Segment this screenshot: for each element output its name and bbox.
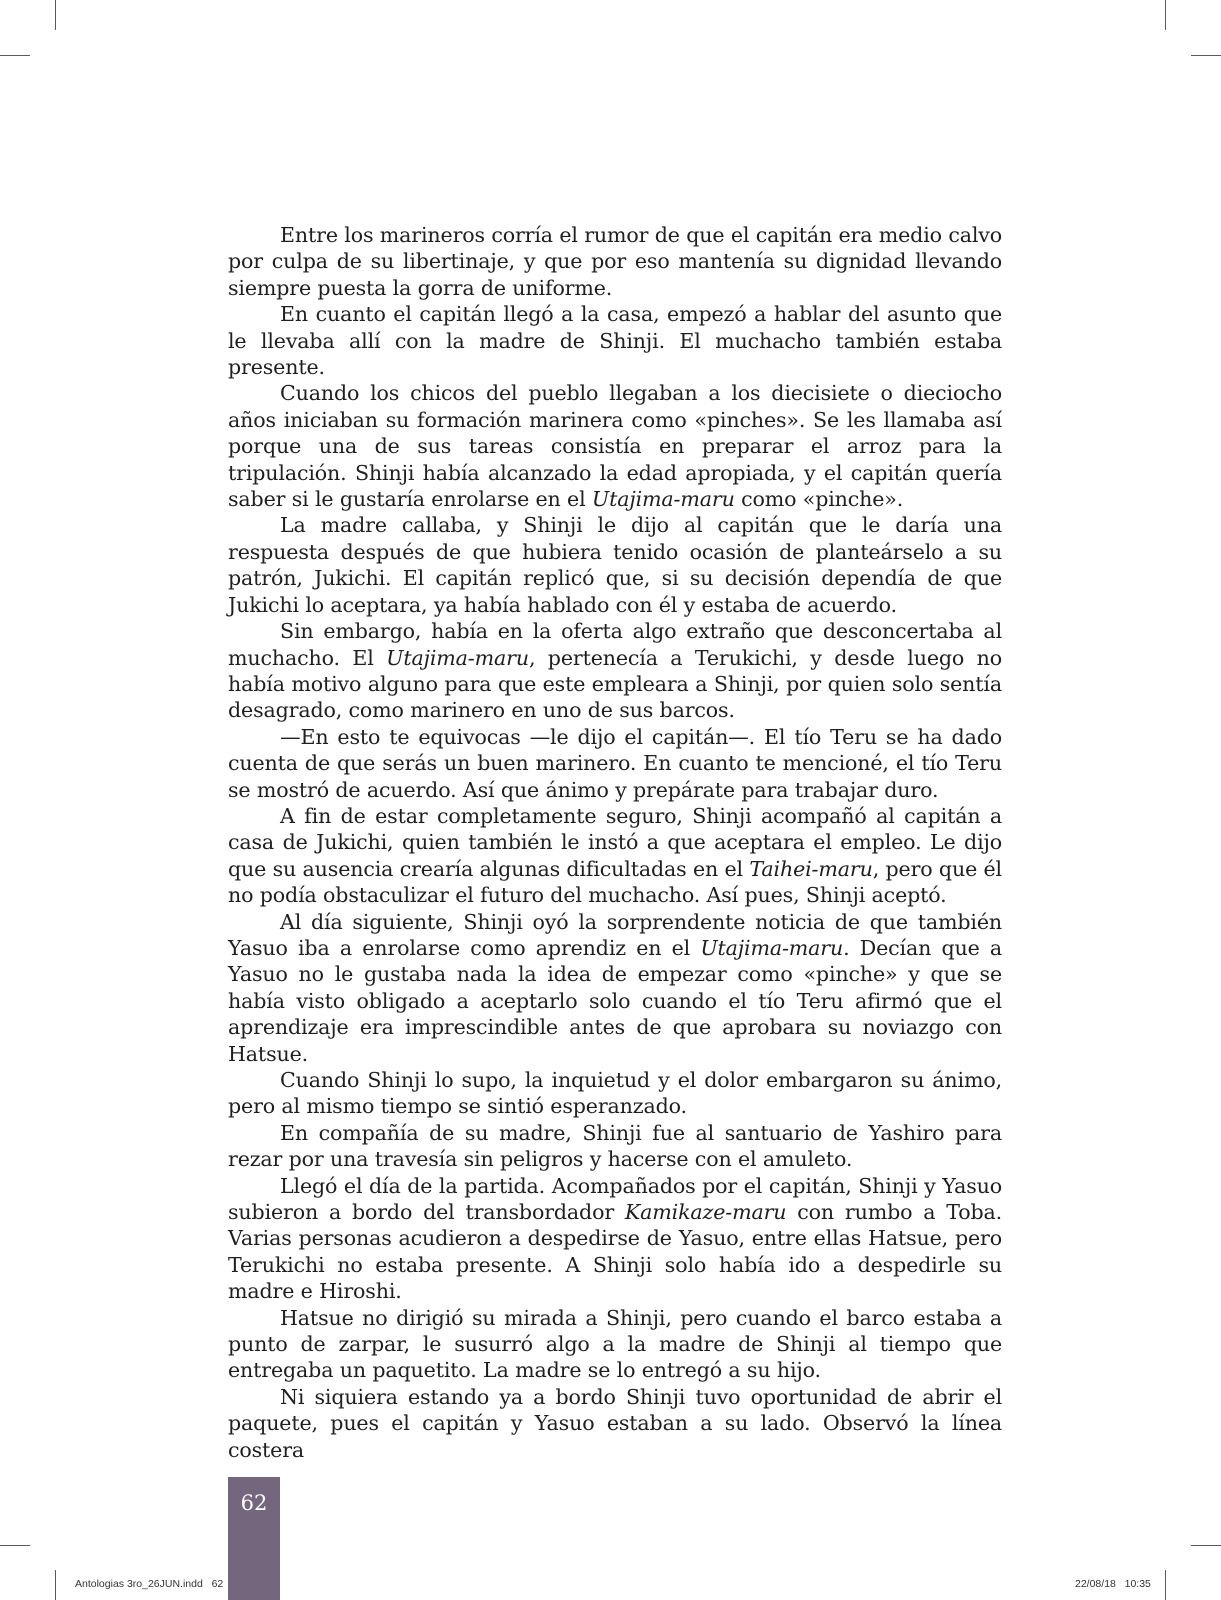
paragraph xyxy=(228,512,1002,618)
text-run: Hatsue no dirigió su mirada a Shinji, pero cuando el barco estaba a punto de zarpar, le susurró algo a la madre de Shinji al tiempo que entregaba un paquetito. La madre se lo entregó a su hijo. xyxy=(228,1305,1002,1383)
crop-mark-top-right xyxy=(1165,0,1166,30)
crop-mark-bottom-left-horizontal xyxy=(0,1545,30,1546)
italic-text: Utajima-maru xyxy=(591,487,735,512)
paragraph xyxy=(228,1067,1002,1120)
text-run: Sin embargo, había en la oferta algo extraño que desconcertaba al muchacho. El xyxy=(228,619,1002,670)
italic-text: Utajima-maru xyxy=(386,645,529,670)
paragraph xyxy=(228,1305,1002,1384)
text-run: Ni siquiera estando ya a bordo Shinji tuvo oportunidad de abrir el paquete, pues el capitán y Yasuo estaban a su lado. Observó la línea costera xyxy=(228,1384,1002,1462)
text-run: Al día siguiente, Shinji oyó la sorprendente noticia de que también Yasuo iba a enrolarse como aprendiz en el xyxy=(228,909,1002,960)
crop-mark-top-left xyxy=(55,0,56,30)
text-run: con rumbo a Toba. Varias personas acudieron a despedirse de Yasuo, entre ellas Hatsue, pero Terukichi no estaba presente. A Shinji solo había ido a despedirle su madre e Hiroshi. xyxy=(228,1200,1002,1304)
text-run: Cuando Shinji lo supo, la inquietud y el dolor embargaron su ánimo, pero al mismo tiempo se sintió esperanzado. xyxy=(228,1068,1002,1119)
text-run: A fin de estar completamente seguro, Shinji acompañó al capitán a casa de Jukichi, quien también le instó a que aceptara el empleo. Le dijo que su ausencia crearía algunas dificultadas en el xyxy=(228,803,1002,881)
text-run: La madre callaba, y Shinji le dijo al capitán que le daría una respuesta después de que hubiera tenido ocasión de planteárselo a su patrón, Jukichi. El capitán replicó que, si su decisión dependía de que Jukichi lo aceptara, ya había hablado con él y estaba de acuerdo. xyxy=(228,513,1002,617)
paragraph xyxy=(228,1120,1002,1173)
slug-timestamp: 22/08/18 10:35 xyxy=(1075,1578,1151,1590)
text-run: Llegó el día de la partida. Acompañados por el capitán, Shinji y Yasuo subieron a bordo del transbordador xyxy=(228,1173,1002,1225)
text-run: —En esto te equivocas —le dijo el capitán—. El tío Teru se ha dado cuenta de que serás un buen marinero. En cuanto te mencioné, el tío Teru se mostró de acuerdo. Así que ánimo y prepárate para trabajar duro. xyxy=(228,724,1002,802)
folio-tab xyxy=(228,1477,280,1600)
italic-text: Kamikaze-maru xyxy=(624,1200,787,1225)
italic-text: Taihei-maru xyxy=(749,856,873,881)
text-run: Entre los marineros corría el rumor de que el capitán era medio calvo por culpa de su libertinaje, y que por eso mantenía su dignidad llevando siempre puesta la gorra de uniforme. xyxy=(228,223,1002,300)
paragraph xyxy=(228,1384,1002,1463)
crop-mark-bottom-right xyxy=(1165,1570,1166,1600)
paragraph xyxy=(228,909,1002,1067)
text-run: En cuanto el capitán llegó a la casa, empezó a hablar del asunto que le llevaba allí con la madre de Shinji. El muchacho también estaba presente. xyxy=(228,302,1002,380)
crop-mark-top-right-horizontal xyxy=(1191,55,1221,56)
paragraph xyxy=(228,1173,1002,1305)
paragraph xyxy=(228,380,1002,512)
body-text xyxy=(228,222,1002,1463)
text-run: , pero que él no podía obstaculizar el futuro del muchacho. Así pues, Shinji aceptó. xyxy=(228,856,1002,908)
text-run: , pertenecía a Terukichi, y desde luego no había motivo alguno para que este empleara a Shinji, por quien solo sentía desagrado, como marinero en uno de sus barcos. xyxy=(228,645,1002,723)
paragraph xyxy=(228,724,1002,803)
crop-mark-bottom-right-horizontal xyxy=(1191,1545,1221,1546)
page-number: 62 xyxy=(240,1491,268,1515)
paragraph xyxy=(228,222,1002,301)
text-run: En compañía de su madre, Shinji fue al santuario de Yashiro para rezar por una travesía sin peligros y hacerse con el amuleto. xyxy=(228,1120,1002,1172)
paragraph xyxy=(228,618,1002,724)
text-run: como «pinche». xyxy=(734,487,904,512)
paragraph xyxy=(228,803,1002,909)
crop-mark-top-left-horizontal xyxy=(0,55,30,56)
text-run: . Decían que a Yasuo no le gustaba nada la idea de empezar como «pinche» y que se había visto obligado a aceptarlo solo cuando el tío Teru afirmó que el aprendizaje era imprescindible antes de que aprobara su noviazgo con Hatsue. xyxy=(228,935,1003,1066)
text-run: Cuando los chicos del pueblo llegaban a los diecisiete o dieciocho años iniciaban su formación marinera como «pinches». Se les llamaba así porque una de sus tareas consistía en preparar el arroz para la tripulación. Shinji había alcanzado la edad apropiada, y el capitán quería saber si le gustaría enrolarse en el xyxy=(228,381,1002,512)
paragraph xyxy=(228,301,1002,380)
italic-text: Utajima-maru xyxy=(700,935,844,960)
slug-filename: Antologias 3ro_26JUN.indd 62 xyxy=(75,1578,224,1590)
crop-mark-bottom-left xyxy=(55,1570,56,1600)
